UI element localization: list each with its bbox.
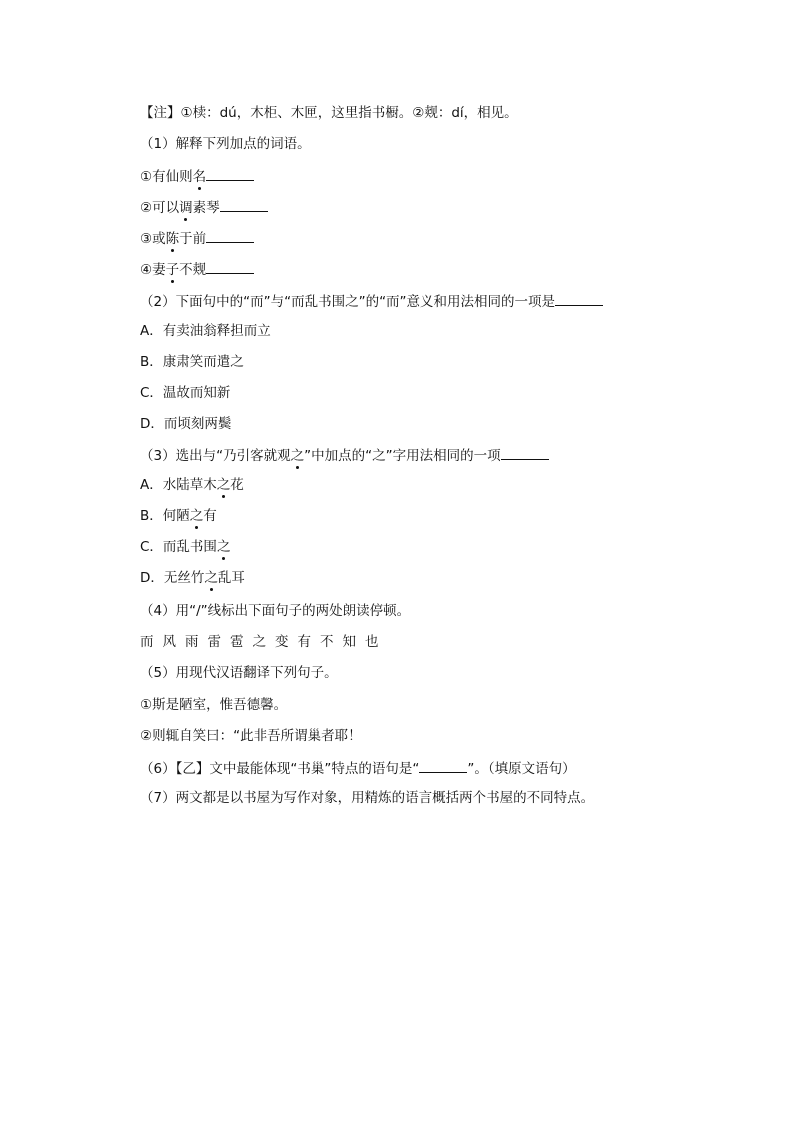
q3-option-b-post: 有 (203, 508, 217, 524)
q1-item-1 (140, 166, 254, 186)
q1-item-3 (140, 228, 254, 248)
q1-item-4 (140, 259, 254, 279)
q2-option-a: A．有卖油翁释担而立 (140, 323, 271, 339)
q6-pre: （6）【乙】文中最能体现“书巢”特点的语句是“ (140, 761, 420, 777)
q1-item-4-post: 不觌 (179, 262, 207, 278)
q3-option-d-dotted: 之 (204, 570, 218, 586)
q3-option-d-pre: D．无丝竹 (140, 570, 205, 586)
q3-option-b-pre: B．何陋 (140, 508, 190, 524)
question-6 (140, 758, 576, 778)
q1-item-1-pre: ①有仙则 (140, 169, 193, 185)
q1-item-3-dotted: 陈 (165, 231, 180, 247)
q2-option-d: D．而顷刻两鬓 (140, 416, 232, 432)
answer-blank[interactable] (220, 197, 268, 212)
q1-item-2-post: 素琴 (192, 200, 220, 216)
q4-sentence: 而风雨雷雹之变有不知也 (140, 634, 388, 650)
q1-item-3-post: 于前 (179, 231, 207, 247)
answer-blank[interactable] (206, 259, 254, 274)
question-1-title: （1）解释下列加点的词语。 (140, 136, 311, 152)
annotation-note: 【注】①椟：dú，木柜、木匣，这里指书橱。②觌：dí，相见。 (140, 105, 518, 121)
q3-option-c-dotted: 之 (216, 539, 231, 555)
q3-option-b-dotted: 之 (189, 508, 204, 524)
q6-post: ”。（填原文语句） (467, 761, 576, 777)
answer-blank[interactable] (501, 445, 549, 460)
answer-blank[interactable] (555, 291, 603, 306)
q5-item-1: ①斯是陋室，惟吾德馨。 (140, 697, 288, 713)
answer-blank[interactable] (206, 166, 254, 181)
q3-option-a-post: 花 (230, 477, 244, 493)
question-2-title (140, 291, 603, 311)
q3-title-post: ”中加点的“之”字用法相同的一项 (304, 448, 501, 464)
answer-blank[interactable] (419, 758, 467, 773)
q2-option-c: C．温故而知新 (140, 385, 231, 401)
q1-item-4-dotted: 子 (165, 262, 180, 278)
q1-item-2 (140, 197, 268, 217)
q3-option-a-dotted: 之 (216, 477, 231, 493)
question-3-title (140, 445, 549, 465)
q3-title-pre: （3）选出与“乃引客就观 (140, 448, 291, 464)
q1-item-2-pre: ②可以 (140, 200, 180, 216)
q2-title-text: （2）下面句中的“而”与“而乱书围之”的“而”意义和用法相同的一项是 (140, 294, 556, 310)
q1-item-4-pre: ④妻 (140, 262, 166, 278)
q3-option-c (140, 538, 230, 558)
q3-option-b (140, 507, 217, 527)
question-4-title: （4）用“/”线标出下面句子的两处朗读停顿。 (140, 603, 411, 619)
q3-option-a-pre: A．水陆草木 (140, 477, 217, 493)
q3-option-a (140, 476, 244, 496)
answer-blank[interactable] (206, 228, 254, 243)
q5-item-2: ②则辄自笑曰：“此非吾所谓巢者耶！ (140, 728, 362, 744)
q3-option-c-pre: C．而乱书围 (140, 539, 217, 555)
q3-option-d (140, 569, 245, 589)
question-7-title: （7）两文都是以书屋为写作对象，用精炼的语言概括两个书屋的不同特点。 (140, 790, 595, 806)
question-5-title: （5）用现代汉语翻译下列句子。 (140, 665, 338, 681)
q2-option-b: B．康肃笑而遣之 (140, 354, 244, 370)
q1-item-3-pre: ③或 (140, 231, 166, 247)
q1-item-2-dotted: 调 (179, 200, 193, 216)
q3-option-d-post: 乱耳 (217, 570, 245, 586)
q1-item-1-dotted: 名 (192, 169, 207, 185)
q3-title-dotted: 之 (290, 448, 305, 464)
